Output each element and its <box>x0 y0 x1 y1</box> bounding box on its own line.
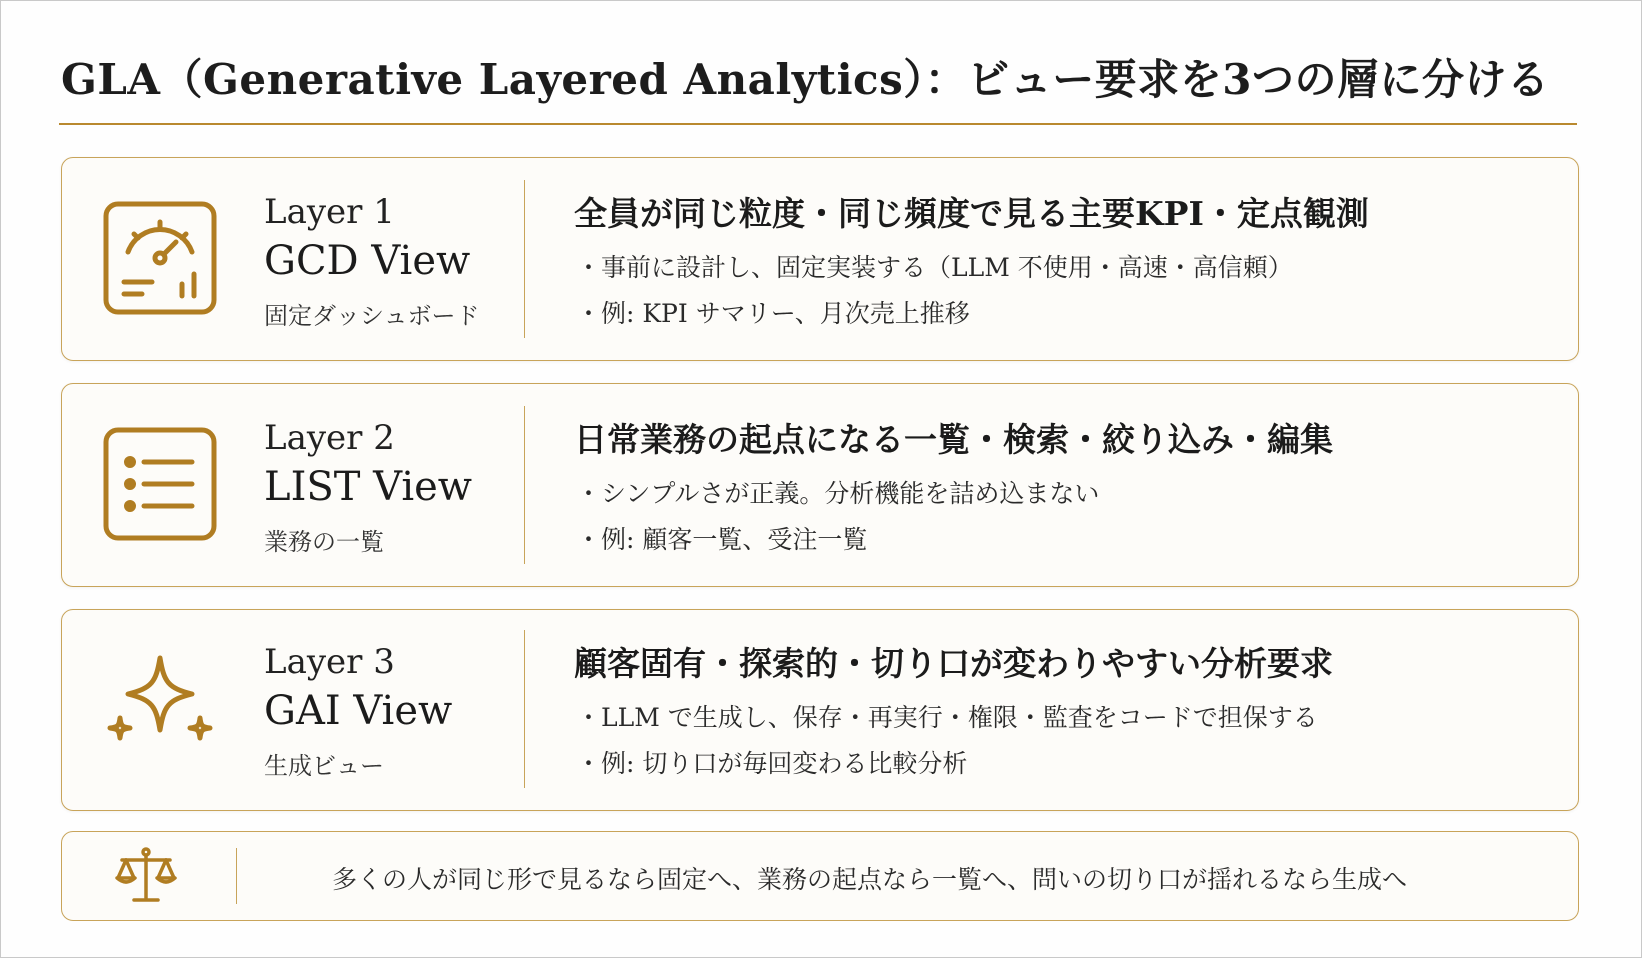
layer-bullet: ・例: 顧客一覧、受注一覧 <box>576 525 868 554</box>
layer-number: Layer 2 <box>264 418 395 458</box>
page-title: GLA（Generative Layered Analytics）：ビュー要求を3つの層に分ける <box>61 55 1550 104</box>
layer-number: Layer 1 <box>264 192 395 232</box>
list-icon <box>102 426 218 542</box>
layer-bullet: ・事前に設計し、固定実装する（LLM 不使用・高速・高信頼） <box>576 253 1293 282</box>
gauge-dashboard-icon <box>102 200 218 316</box>
layer-bullet: ・LLM で生成し、保存・再実行・権限・監査をコードで担保する <box>576 703 1318 732</box>
sparkle-icon <box>102 650 218 766</box>
balance-scale-icon <box>114 846 178 906</box>
layer-subtitle: 業務の一覧 <box>264 528 384 556</box>
layer-subtitle: 固定ダッシュボード <box>264 302 480 330</box>
layer-heading: 顧客固有・探索的・切り口が変わりやすい分析要求 <box>574 644 1333 683</box>
layer-name: LIST View <box>264 464 473 510</box>
layer-bullet: ・シンプルさが正義。分析機能を詰め込まない <box>576 479 1100 508</box>
layer-subtitle: 生成ビュー <box>264 752 384 780</box>
card-divider <box>524 630 525 788</box>
layer-number: Layer 3 <box>264 642 395 682</box>
layer-name: GAI View <box>264 688 453 734</box>
layer-card-1 <box>61 157 1579 361</box>
layer-bullet: ・例: 切り口が毎回変わる比較分析 <box>576 749 968 778</box>
layer-heading: 全員が同じ粒度・同じ頻度で見る主要KPI・定点観測 <box>574 194 1369 233</box>
footer-text: 多くの人が同じ形で見るなら固定へ、業務の起点なら一覧へ、問いの切り口が揺れるなら生成へ <box>332 865 1408 894</box>
card-divider <box>524 406 525 564</box>
layer-bullet: ・例: KPI サマリー、月次売上推移 <box>576 299 970 328</box>
footer-divider <box>236 848 237 904</box>
layer-name: GCD View <box>264 238 471 284</box>
layer-heading: 日常業務の起点になる一覧・検索・絞り込み・編集 <box>574 420 1333 459</box>
footer-summary <box>61 831 1579 921</box>
card-divider <box>524 180 525 338</box>
layer-card-3 <box>61 609 1579 811</box>
layer-card-2 <box>61 383 1579 587</box>
title-divider <box>59 123 1577 125</box>
